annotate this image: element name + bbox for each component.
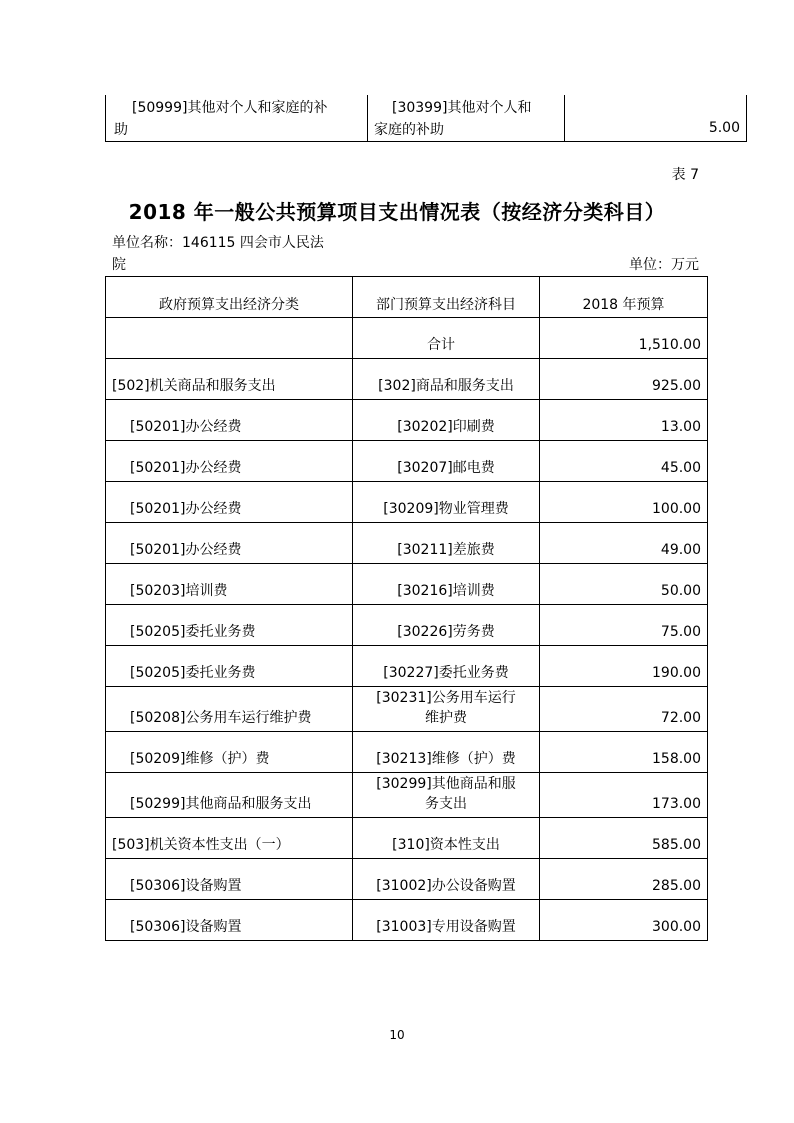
table-row [106,482,708,523]
amount-cell: 50.00 [540,564,708,605]
table-row [106,732,708,773]
unit-label: 单位：万元 [629,257,699,273]
gov-class-cell: [50208]公务用车运行维护费 [106,687,353,732]
dept-subject-cell: [302]商品和服务支出 [353,359,540,400]
unit-name-line2: 院 [112,257,126,273]
table-row [106,818,708,859]
table-number: 表 7 [671,167,699,183]
table-row [106,605,708,646]
unit-name-line1: 单位名称：146115 四会市人民法 [112,235,324,251]
gov-class-cell: [50201]办公经费 [106,482,353,523]
amount-cell: 285.00 [540,859,708,900]
table-row [106,441,708,482]
table-row [106,400,708,441]
dept-subject-line1: [30231]公务用车运行 [376,690,516,706]
gov-class-cell: [50306]设备购置 [106,859,353,900]
amount-cell: 585.00 [540,818,708,859]
dept-subject-line2: 家庭的补助 [374,122,444,138]
table-row [106,859,708,900]
total-empty-cell [106,318,353,359]
amount-cell: 300.00 [540,900,708,941]
table-row [106,900,708,941]
econ-class-line1: [50999]其他对个人和家庭的补 [132,100,328,116]
dept-subject-cell: [30207]邮电费 [353,441,540,482]
econ-class-cell [106,95,368,142]
amount-cell: 5.00 [565,95,747,142]
amount-cell: 190.00 [540,646,708,687]
gov-class-cell: [50299]其他商品和服务支出 [106,773,353,818]
table-header-row [106,277,708,318]
gov-class-cell: [50209]维修（护）费 [106,732,353,773]
gov-class-cell: [50203]培训费 [106,564,353,605]
dept-subject-cell: [30216]培训费 [353,564,540,605]
table-row [106,95,747,142]
table-row [106,523,708,564]
dept-subject-line2: 务支出 [425,796,467,812]
dept-subject-line1: [30399]其他对个人和 [392,100,532,116]
amount-cell: 13.00 [540,400,708,441]
table-row [106,564,708,605]
dept-subject-cell: [30211]差旅费 [353,523,540,564]
dept-subject-cell: [30209]物业管理费 [353,482,540,523]
dept-subject-cell [353,687,540,732]
dept-subject-cell: [30213]维修（护）费 [353,732,540,773]
dept-subject-cell: [30226]劳务费 [353,605,540,646]
header-budget: 2018 年预算 [540,277,708,318]
continuation-table [105,95,747,142]
total-label: 合计 [353,318,540,359]
budget-table [105,276,708,941]
unit-name [112,232,362,276]
dept-subject-cell: [31003]专用设备购置 [353,900,540,941]
gov-class-cell: [503]机关资本性支出（一） [106,818,353,859]
total-row [106,318,708,359]
amount-cell: 45.00 [540,441,708,482]
dept-subject-line2: 维护费 [425,710,467,726]
dept-subject-line1: [30299]其他商品和服 [376,776,516,792]
table-row [106,687,708,732]
total-amount: 1,510.00 [540,318,708,359]
econ-class-line2: 助 [114,122,128,138]
header-dept-subject: 部门预算支出经济科目 [353,277,540,318]
amount-cell: 49.00 [540,523,708,564]
dept-subject-cell [353,773,540,818]
header-gov-class: 政府预算支出经济分类 [106,277,353,318]
gov-class-cell: [50205]委托业务费 [106,605,353,646]
amount-cell: 158.00 [540,732,708,773]
amount-cell: 72.00 [540,687,708,732]
dept-subject-cell [368,95,565,142]
gov-class-cell: [50201]办公经费 [106,400,353,441]
dept-subject-cell: [30227]委托业务费 [353,646,540,687]
table-row [106,646,708,687]
gov-class-cell: [50306]设备购置 [106,900,353,941]
amount-cell: 173.00 [540,773,708,818]
amount-cell: 925.00 [540,359,708,400]
amount-cell: 100.00 [540,482,708,523]
amount-cell: 75.00 [540,605,708,646]
gov-class-cell: [50201]办公经费 [106,441,353,482]
gov-class-cell: [50205]委托业务费 [106,646,353,687]
gov-class-cell: [50201]办公经费 [106,523,353,564]
dept-subject-cell: [31002]办公设备购置 [353,859,540,900]
gov-class-cell: [502]机关商品和服务支出 [106,359,353,400]
dept-subject-cell: [30202]印刷费 [353,400,540,441]
dept-subject-cell: [310]资本性支出 [353,818,540,859]
table-row [106,359,708,400]
page-title: 2018 年一般公共预算项目支出情况表（按经济分类科目） [128,200,666,224]
page-number: 10 [389,1028,405,1042]
table-row [106,773,708,818]
